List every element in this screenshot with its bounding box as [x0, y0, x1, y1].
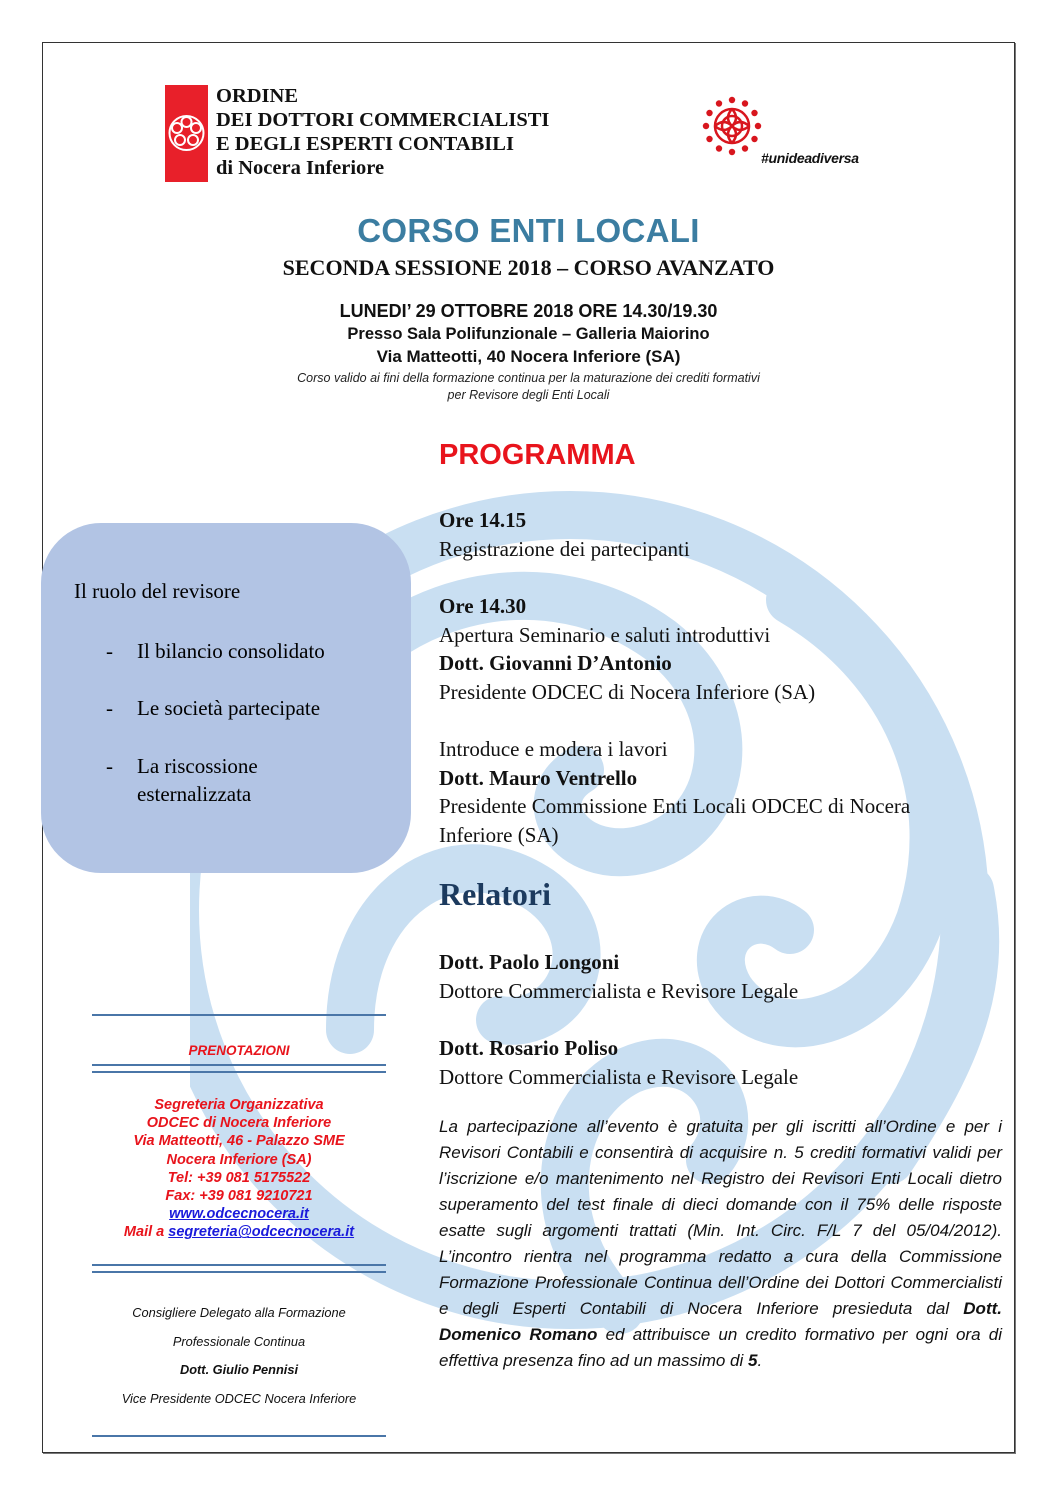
divider	[92, 1271, 386, 1273]
consigliere-name: Dott. Giulio Pennisi	[179, 1362, 298, 1377]
participation-paragraph	[439, 1114, 1002, 1374]
paragraph-text: ed attribuisce un credito formativo per ogni ora di effettiva presenza fino ad un massimo di	[439, 1325, 1002, 1370]
dash-bullet: -	[106, 754, 113, 778]
topic-text: La riscossione	[137, 754, 258, 778]
fax: Fax: +39 081 9210721	[165, 1188, 313, 1205]
topics-heading: Il ruolo del revisore	[74, 579, 241, 603]
relatori-heading: Relatori	[439, 876, 551, 912]
speaker-name: Dott. Rosario Poliso	[439, 1036, 619, 1060]
dash-bullet: -	[106, 639, 113, 663]
slot-time: Ore 14.30	[439, 594, 527, 618]
topic-text: Il bilancio consolidato	[137, 639, 325, 663]
phone: Tel: +39 081 5175522	[167, 1169, 311, 1186]
moderator-intro: Introduce e modera i lavori	[439, 737, 668, 761]
consigliere-role: Vice Presidente ODCEC Nocera Inferiore	[121, 1390, 357, 1406]
org-line: DEI DOTTORI COMMERCIALISTI	[216, 109, 550, 131]
moderator-block	[439, 735, 910, 849]
note-line: per Revisore degli Enti Locali	[447, 388, 610, 402]
slot-time: Ore 14.15	[439, 508, 527, 532]
topic-text: Le società partecipate	[137, 696, 321, 720]
website-link[interactable]: www.odcecnocera.it	[169, 1206, 309, 1223]
speaker	[439, 1034, 798, 1091]
paragraph-text: .	[757, 1351, 763, 1370]
org-name	[216, 84, 549, 180]
divider	[92, 1071, 386, 1073]
contact-block	[92, 1096, 386, 1242]
dash-bullet: -	[106, 696, 113, 720]
topics-box	[41, 523, 411, 873]
speaker-role: Dottore Commercialista e Revisore Legale	[439, 978, 799, 1003]
org-line: di Nocera Inferiore	[216, 157, 385, 179]
event-venue: Presso Sala Polifunzionale – Galleria Maiorino	[347, 325, 710, 343]
consigliere-title: Professionale Continua	[172, 1333, 306, 1349]
paragraph-text: La partecipazione all’evento è gratuita per gli iscritti all’Ordine e per i Revisori Contabili e consentirà di acquisire n. 5 crediti formativi validi per l’iscrizione e/o mantenimento nel Registro dei Revisori Enti Locali dietro superamento del test finale di dieci domande con il 75% delle risposte esatte sugli argomenti trattati (Min. Int. Circ. F/L 7 del 05/04/2012). L’incontro rientra nel programma redatto a cura della Commissione Formazione Professionale Continua dell’Ordine dei Dottori Commercialisti e degli Esperti Contabili di Nocera Inferiore presieduta dal	[439, 1117, 1002, 1318]
org-line: ORDINE	[216, 85, 299, 107]
schedule-slot	[439, 592, 815, 706]
moderator-role: Inferiore (SA)	[439, 822, 559, 847]
consigliere-block	[92, 1299, 386, 1413]
divider	[92, 1014, 386, 1016]
programma-heading: PROGRAMMA	[439, 439, 636, 471]
divider	[92, 1064, 386, 1066]
accreditation-note	[42, 370, 1015, 404]
contact-line: Segreteria Organizzativa	[154, 1097, 324, 1113]
schedule-slot	[439, 506, 690, 563]
divider	[92, 1435, 386, 1437]
email-link[interactable]: segreteria@odcecnocera.it	[168, 1224, 355, 1241]
odcec-rosette-logo-icon	[165, 85, 208, 182]
contact-line: Via Matteotti, 46 - Palazzo SME	[133, 1133, 345, 1150]
slot-role: Presidente ODCEC di Nocera Inferiore (SA)	[439, 679, 816, 704]
course-title: CORSO ENTI LOCALI	[357, 212, 700, 249]
speaker-role: Dottore Commercialista e Revisore Legale	[439, 1064, 799, 1089]
mail-prefix: Mail a	[123, 1224, 169, 1241]
speaker	[439, 948, 798, 1005]
moderator-name: Dott. Mauro Ventrello	[439, 765, 638, 790]
president-name: Dott. Domenico Romano	[439, 1299, 1002, 1344]
max-credits: 5	[748, 1351, 758, 1370]
contact-line: ODCEC di Nocera Inferiore	[146, 1115, 332, 1132]
event-date: LUNEDI’ 29 OTTOBRE 2018 ORE 14.30/19.30	[339, 301, 718, 321]
slot-desc: Registrazione dei partecipanti	[439, 536, 690, 561]
odcec-logo-block	[165, 85, 208, 182]
moderator-role: Presidente Commissione Enti Locali ODCEC di Nocera	[439, 794, 911, 818]
contact-line: Nocera Inferiore (SA)	[166, 1151, 312, 1168]
org-line: E DEGLI ESPERTI CONTABILI	[216, 133, 514, 155]
course-subtitle: SECONDA SESSIONE 2018 – CORSO AVANZATO	[282, 255, 775, 280]
prenotazioni-label: PRENOTAZIONI	[188, 1043, 290, 1058]
topic-text: esternalizzata	[137, 782, 252, 806]
divider	[92, 1264, 386, 1266]
slot-desc: Apertura Seminario e saluti introduttivi	[439, 622, 771, 647]
campaign-hashtag: #unideadiversa	[761, 150, 859, 166]
slot-speaker: Dott. Giovanni D’Antonio	[439, 651, 672, 675]
consigliere-title: Consigliere Delegato alla Formazione	[132, 1305, 346, 1320]
event-address: Via Matteotti, 40 Nocera Inferiore (SA)	[376, 347, 681, 366]
speaker-name: Dott. Paolo Longoni	[439, 950, 620, 974]
note-line: Corso valido ai fini della formazione continua per la maturazione dei crediti formativi	[297, 371, 760, 385]
